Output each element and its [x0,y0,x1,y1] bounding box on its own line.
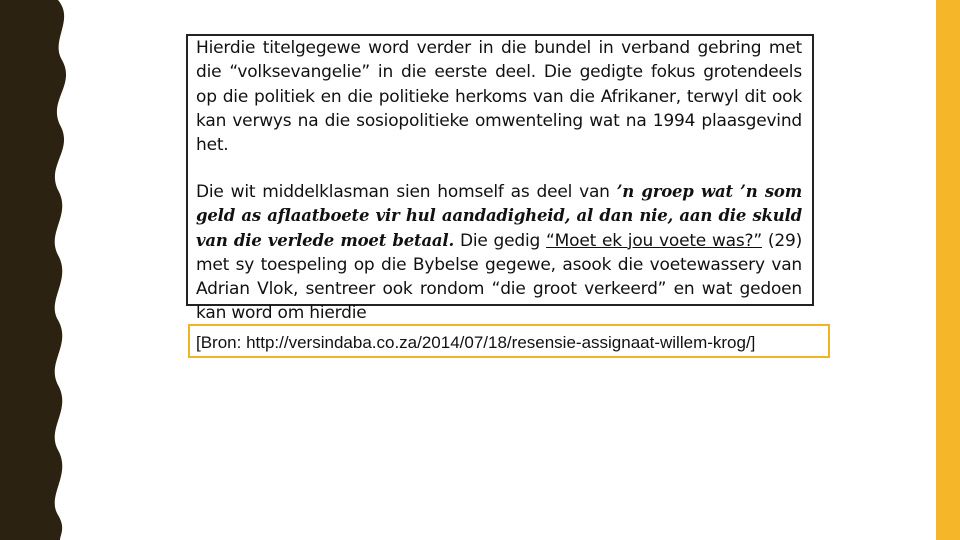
poem-title-underlined: “Moet ek jou voete was?” [546,230,762,251]
decorative-left-band [0,0,70,540]
paragraph-2 [196,180,802,328]
paragraph-2-rest: (29) met sy toespeling op die Bybelse gegewe, asook die voetewassery van Adrian Vlok, sentreer ook rondom “die groot verkeerd” en wat gedoen kan word om hierdie [196,230,802,324]
source-citation: [Bron: http://versindaba.co.za/2014/07/18/resensie-assignaat-willem-krog/] [196,333,756,352]
paragraph-1: Hierdie titelgegewe word verder in die bundel in verband gebring met die “volksevangelie” in die eerste deel. Die gedigte fokus grotendeels op die politiek en die politieke herkoms van die Afrikaner, terwyl dit ook kan verwys na die sosiopolitieke omwenteling wat na 1994 plaasgevind het. [196,38,802,156]
paragraph-2-mid: Die gedig [454,230,547,251]
accent-right-bar [936,0,960,540]
paragraph-2-italic: ’n groep wat ’n som geld as aflaatboete vir hul aandadigheid, al dan nie, aan die skuld van die verlede moet betaal. [196,182,802,250]
paragraph-2-intro: Die wit middelklasman sien homself as deel van [196,182,617,202]
